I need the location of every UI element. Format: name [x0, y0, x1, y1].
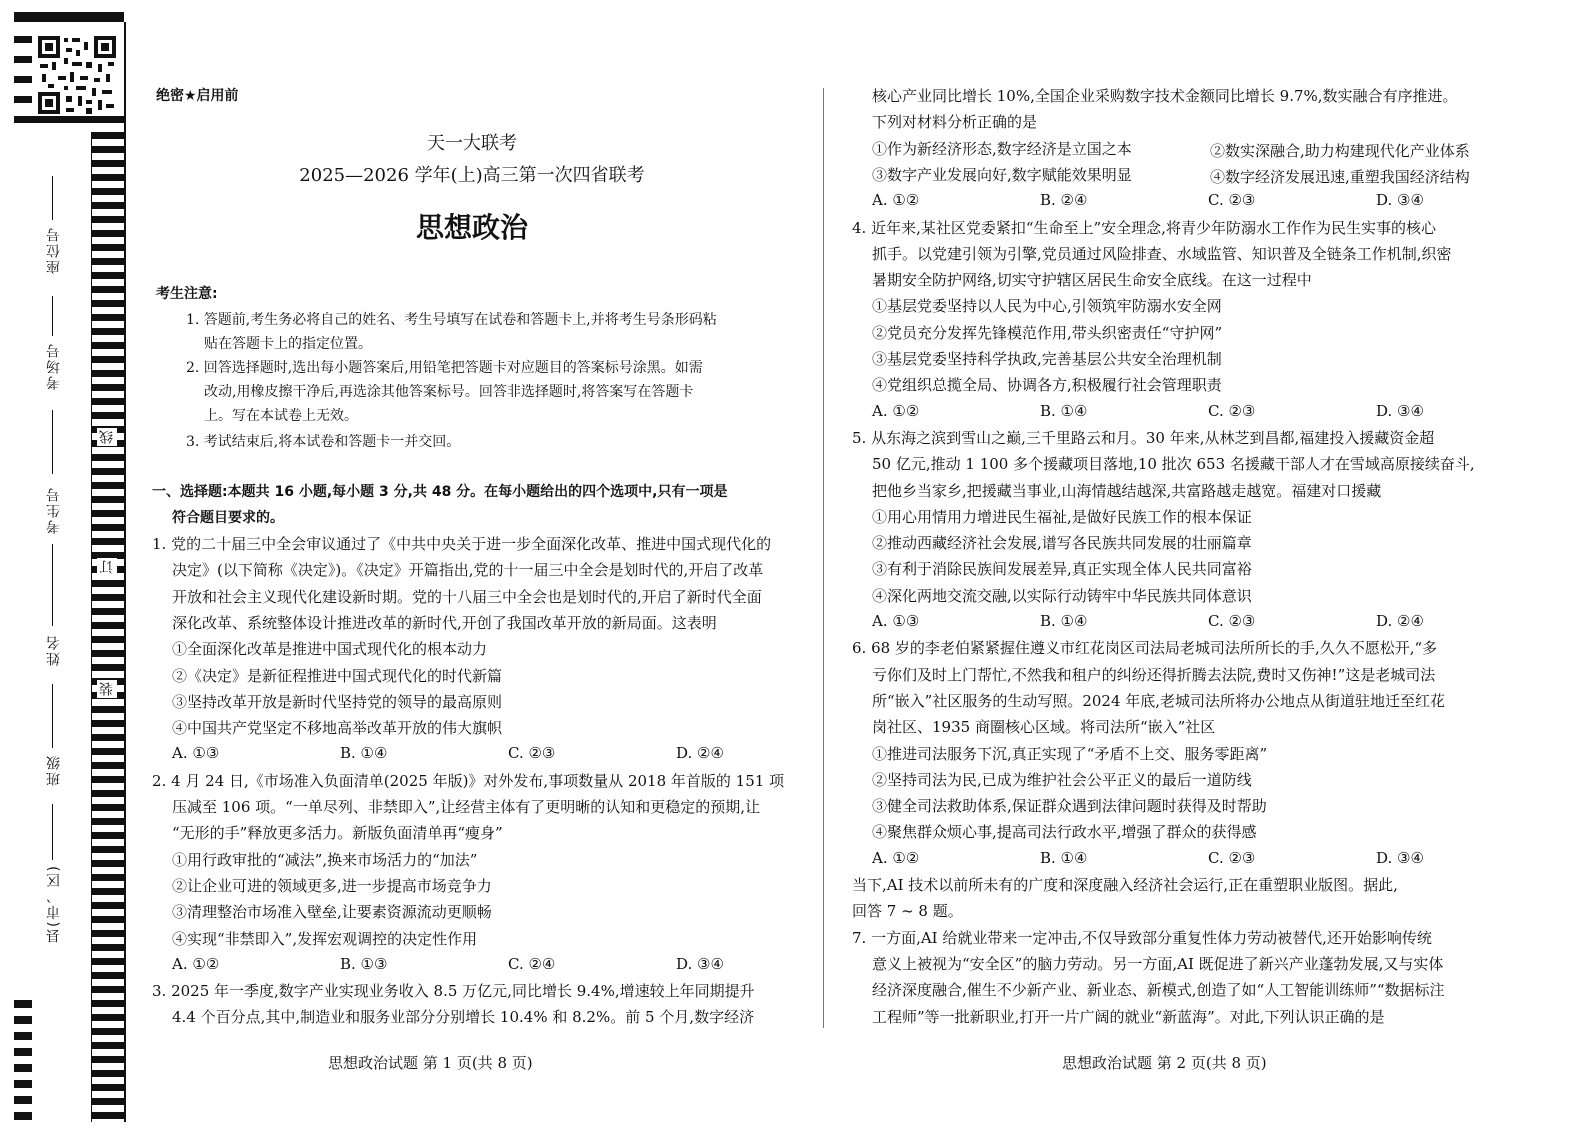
- question-text-line: ③清理整治市场准入壁垒,让要素资源流动更顺畅: [172, 903, 492, 922]
- answer-choice: D. ③④: [1376, 848, 1424, 867]
- question-text-line: 4.4 个百分点,其中,制造业和服务业部分分别增长 10.4% 和 8.2%。前 5 个月,数字经济: [172, 1008, 755, 1027]
- option-statement: ②数实深融合,助力构建现代化产业体系: [1210, 142, 1470, 160]
- question-text-line: 下列对材料分析正确的是: [872, 113, 1038, 132]
- answer-choice: D. ②④: [1376, 612, 1424, 630]
- notice-line: 3. 考试结束后,将本试卷和答题卡一并交回。: [186, 434, 461, 450]
- answer-choice: D. ③④: [676, 954, 724, 973]
- answer-choice: D. ②④: [676, 744, 724, 763]
- question-text-line: ③坚持改革开放是新时代坚持党的领导的最高原则: [172, 692, 503, 711]
- notice-title: 考生注意:: [156, 286, 218, 302]
- answer-choice: A. ①②: [872, 848, 920, 867]
- answer-choice: D. ③④: [1376, 191, 1424, 210]
- question-text-line: 7. 一方面,AI 给就业带来一定冲击,不仅导致部分重复性体力劳动被替代,还开始影响传统: [852, 928, 1432, 947]
- qr-code: [36, 34, 118, 116]
- notice-line: 2. 回答选择题时,选出每小题答案后,用铅笔把答题卡对应题目的答案标号涂黑。如需: [186, 360, 703, 376]
- class-label: 班级: [46, 754, 62, 786]
- section-heading: 一、选择题:本题共 16 小题,每小题 3 分,共 48 分。在每小题给出的四个选项中,只有一项是: [152, 484, 728, 500]
- question-text-line: ①作为新经济形态,数字经济是立国之本: [872, 139, 1132, 158]
- question-text-line: ①基层党委坚持以人民为中心,引领筑牢防溺水安全网: [872, 297, 1222, 316]
- question-text-line: ①全面深化改革是推进中国式现代化的根本动力: [172, 640, 488, 659]
- answer-choice: B. ②④: [1040, 191, 1088, 210]
- question-text-line: ②推动西藏经济社会发展,谱写各民族共同发展的壮丽篇章: [872, 534, 1252, 553]
- answer-choice: C. ②③: [1208, 191, 1256, 210]
- section-heading: 符合题目要求的。: [172, 510, 284, 526]
- question-text-line: ③健全司法救助体系,保证群众遇到法律问题时获得及时帮助: [872, 797, 1267, 816]
- exam-session: 2025—2026 学年(上)高三第一次四省联考: [299, 165, 645, 186]
- question-text-line: ②坚持司法为民,已成为维护社会公平正义的最后一道防线: [872, 770, 1252, 789]
- question-text-line: 6. 68 岁的李老伯紧紧握住遵义市红花岗区司法局老城司法所所长的手,久久不愿松开,“多: [852, 639, 1438, 658]
- notice-line: 上。写在本试卷上无效。: [204, 408, 358, 424]
- answer-choice: C. ②③: [1208, 401, 1256, 420]
- question-text-line: 岗社区、1935 商圈核心区域。将司法所“嵌入”社区: [872, 718, 1216, 737]
- answer-choice: A. ①②: [872, 191, 920, 210]
- seat-number-label: 座位号: [46, 226, 62, 274]
- question-text-line: ②让企业可进的领域更多,进一步提高市场竞争力: [172, 876, 492, 895]
- exam-room-label: 考场号: [46, 342, 62, 390]
- question-text-line: 当下,AI 技术以前所未有的广度和深度融入经济社会运行,正在重塑职业版图。据此,: [852, 876, 1398, 894]
- answer-choice: C. ②④: [508, 954, 556, 973]
- binding-line-label: 线: [99, 430, 115, 444]
- question-text-line: 深化改革、系统整体设计推进改革的新时代,开创了我国改革开放的新局面。这表明: [172, 613, 717, 632]
- question-text-line: 工程师”等一批新职业,打开一片广阔的就业“新蓝海”。对此,下列认识正确的是: [872, 1007, 1385, 1026]
- answer-choice: A. ①③: [172, 744, 220, 763]
- option-statement: ④数字经济发展迅速,重塑我国经济结构: [1210, 168, 1470, 186]
- notice-line: 改动,用橡皮擦干净后,再选涂其他答案标号。回答非选择题时,将答案写在答题卡: [204, 384, 694, 400]
- answer-choice: B. ①④: [1040, 848, 1088, 867]
- question-text-line: 1. 党的二十届三中全会审议通过了《中共中央关于进一步全面深化改革、推进中国式现代化的: [152, 535, 772, 553]
- page-title: 思想政治: [415, 211, 528, 244]
- question-text-line: 压减至 106 项。“一单尽列、非禁即入”,让经营主体有了更明晰的认知和更稳定的预期,让: [172, 798, 761, 816]
- question-text-line: 5. 从东海之滨到雪山之巅,三千里路云和月。30 年来,从林芝到昌都,福建投入援藏资金超: [852, 428, 1435, 447]
- county-label: 县(市、区): [46, 864, 62, 943]
- question-text-line: 4. 近年来,某社区党委紧扣“生命至上”安全理念,将青少年防溺水工作作为民生实事的核心: [852, 218, 1436, 237]
- candidate-number-label: 考生号: [46, 486, 62, 534]
- binding-strip: [0, 0, 130, 1138]
- answer-choice: C. ②③: [508, 744, 556, 763]
- answer-choice: B. ①④: [1040, 401, 1088, 420]
- question-text-line: 回答 7 ~ 8 题。: [852, 902, 963, 921]
- notice-line: 1. 答题前,考生务必将自己的姓名、考生号填写在试卷和答题卡上,并将考生号条形码粘: [186, 312, 717, 328]
- question-text-line: ④聚焦群众烦心事,提高司法行政水平,增强了群众的获得感: [872, 823, 1257, 842]
- question-text-line: ③数字产业发展向好,数字赋能效果明显: [872, 165, 1132, 184]
- column-divider: [823, 88, 824, 1028]
- answer-choice: C. ②③: [1208, 612, 1256, 630]
- question-text-line: ④深化两地交流交融,以实际行动铸牢中华民族共同体意识: [872, 586, 1252, 605]
- question-text-line: 抓手。以党建引领为引擎,党员通过风险排查、水域监管、知识普及全链条工作机制,织密: [872, 244, 1452, 263]
- question-text-line: 经济深度融合,催生不少新产业、新业态、新模式,创造了如“人工智能训练师”“数据标注: [872, 981, 1445, 1000]
- notice-line: 贴在答题卡上的指定位置。: [204, 336, 372, 352]
- name-label: 姓名: [46, 634, 62, 666]
- answer-choice: B. ①④: [1040, 612, 1088, 630]
- question-text-line: 50 亿元,推动 1 100 多个援藏项目落地,10 批次 653 名援藏干部人才在雪域高原接续奋斗,: [872, 455, 1475, 474]
- answer-choice: C. ②③: [1208, 848, 1256, 867]
- question-text-line: 亏你们及时上门帮忙,不然我和租户的纠纷还得折腾去法院,费时又伤神!”这是老城司法: [872, 665, 1436, 684]
- question-text-line: ①用心用情用力增进民生福祉,是做好民族工作的根本保证: [872, 507, 1252, 526]
- answer-choice: A. ①②: [872, 401, 920, 420]
- answer-choice: A. ①②: [172, 954, 220, 973]
- question-text-line: 开放和社会主义现代化建设新时期。党的十八届三中全会也是划时代的,开启了新时代全面: [172, 587, 762, 606]
- question-text-line: 2. 4 月 24 日,《市场准入负面清单(2025 年版)》对外发布,事项数量从 2018 年首版的 151 项: [152, 771, 785, 790]
- question-text-line: 暑期安全防护网络,切实守护辖区居民生命安全底线。在这一过程中: [872, 271, 1312, 290]
- page-footer-2: 思想政治试题 第 2 页(共 8 页): [1062, 1054, 1267, 1072]
- question-text-line: 决定》(以下简称《决定》)。《决定》开篇指出,党的十一届三中全会是划时代的,开启了改革: [172, 561, 764, 580]
- question-text-line: 3. 2025 年一季度,数字产业实现业务收入 8.5 万亿元,同比增长 9.4%,增速较上年同期提升: [152, 982, 755, 1001]
- confidential-mark: 绝密★启用前: [156, 88, 239, 104]
- answer-choice: B. ①③: [340, 954, 388, 973]
- answer-choice: D. ③④: [1376, 401, 1424, 420]
- question-text-line: “无形的手”释放更多活力。新版负面清单再“瘦身”: [172, 824, 503, 843]
- question-text-line: ③有利于消除民族间发展差异,真正实现全体人民共同富裕: [872, 560, 1252, 579]
- binding-bind-label: 装: [99, 682, 115, 696]
- question-text-line: ③基层党委坚持科学执政,完善基层公共安全治理机制: [872, 350, 1222, 368]
- question-text-line: ④党组织总揽全局、协调各方,积极履行社会管理职责: [872, 376, 1222, 395]
- answer-choice: A. ①③: [872, 612, 920, 630]
- question-text-line: ①推进司法服务下沉,真正实现了“矛盾不上交、服务零距离”: [872, 744, 1268, 763]
- question-text-line: 把他乡当家乡,把援藏当事业,山海情越结越深,共富路越走越宽。福建对口援藏: [872, 481, 1382, 500]
- binding-staple-label: 订: [99, 560, 115, 574]
- answer-choice: B. ①④: [340, 744, 388, 763]
- question-text-line: ①用行政审批的“减法”,换来市场活力的“加法”: [172, 850, 478, 869]
- question-text-line: ④中国共产党坚定不移地高举改革开放的伟大旗帜: [172, 719, 503, 738]
- exam-org: 天一大联考: [427, 133, 517, 154]
- question-text-line: ②党员充分发挥先锋模范作用,带头织密责任“守护网”: [872, 323, 1223, 342]
- question-text-line: 意义上被视为“安全区”的脑力劳动。另一方面,AI 既促进了新兴产业蓬勃发展,又与实体: [872, 954, 1444, 973]
- question-text-line: ④实现“非禁即入”,发挥宏观调控的决定性作用: [172, 929, 478, 948]
- question-text-line: 所“嵌入”社区服务的生动写照。2024 年底,老城司法所将办公地点从街道驻地迁至红花: [872, 691, 1446, 710]
- question-text-line: 核心产业同比增长 10%,全国企业采购数字技术金额同比增长 9.7%,数实融合有序推进。: [872, 87, 1458, 105]
- page-footer-1: 思想政治试题 第 1 页(共 8 页): [328, 1054, 533, 1072]
- question-text-line: ②《决定》是新征程推进中国式现代化的时代新篇: [172, 666, 503, 685]
